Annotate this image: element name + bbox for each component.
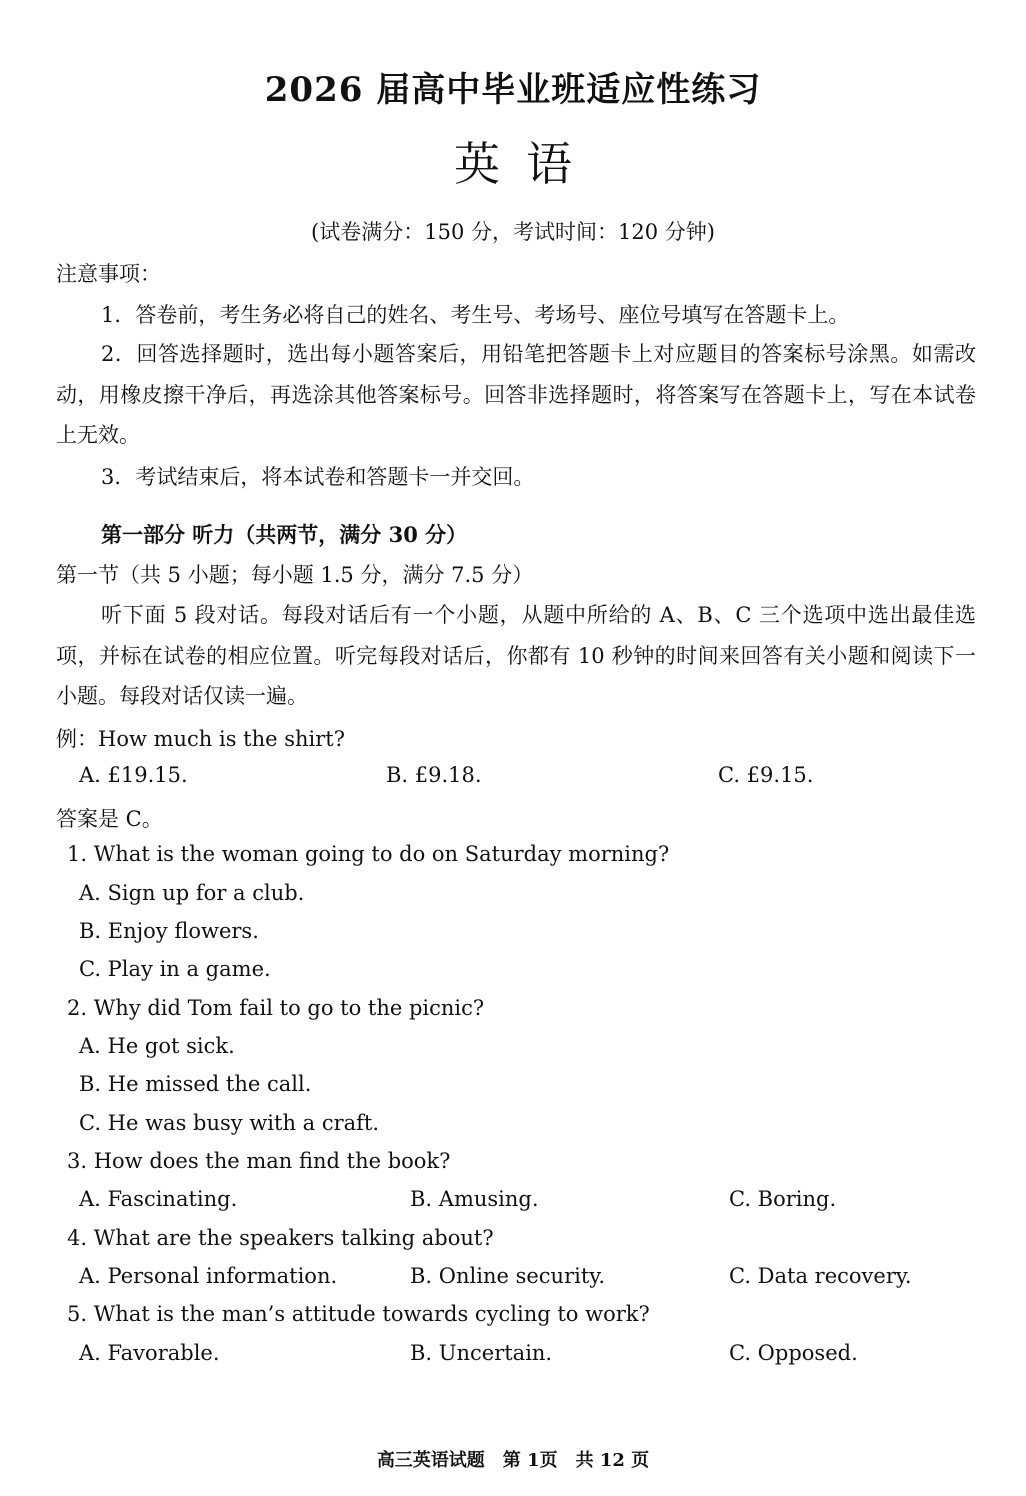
example-option-a: A. £19.15.	[79, 763, 188, 787]
question-3: 3. How does the man find the book?	[67, 1149, 451, 1173]
example-option-c: C. £9.15.	[718, 763, 814, 787]
question-3-option-a: A. Fascinating.	[79, 1187, 238, 1211]
question-1-option-c: C. Play in a game.	[79, 957, 271, 981]
section1-heading: 第一节（共 5 小题；每小题 1.5 分，满分 7.5 分）	[56, 563, 534, 587]
notice-item-1: 1．答卷前，考生务必将自己的姓名、考生号、考场号、座位号填写在答题卡上。	[101, 303, 850, 327]
listening-directions: 听下面 5 段对话。每段对话后有一个小题，从题中所给的 A、B、C 三个选项中选出最佳选项，并标在试卷的相应位置。听完每段对话后，你都有 10 秒钟的时间来回答有关小题和阅读下一小题。每段对话仅读一遍。	[56, 603, 976, 708]
notices-heading: 注意事项：	[56, 262, 161, 286]
question-2-option-b: B. He missed the call.	[79, 1072, 312, 1096]
question-4: 4. What are the speakers talking about?	[67, 1226, 494, 1250]
part1-heading: 第一部分 听力（共两节，满分 30 分）	[101, 522, 468, 547]
question-2-option-a: A. He got sick.	[79, 1034, 235, 1058]
question-5-option-b: B. Uncertain.	[410, 1341, 553, 1365]
notice-item-3: 3．考试结束后，将本试卷和答题卡一并交回。	[101, 465, 535, 489]
subject-title: 英语	[454, 137, 598, 191]
question-3-option-b: B. Amusing.	[410, 1187, 539, 1211]
page-footer: 高三英语试题 第 1页 共 12 页	[376, 1450, 650, 1471]
example-answer: 答案是 C。	[56, 807, 163, 831]
question-4-option-a: A. Personal information.	[79, 1264, 338, 1288]
question-1: 1. What is the woman going to do on Saturday morning?	[67, 842, 670, 866]
question-1-option-b: B. Enjoy flowers.	[79, 919, 259, 943]
exam-title: 2026 届高中毕业班适应性练习	[264, 70, 762, 110]
question-5-option-a: A. Favorable.	[79, 1341, 220, 1365]
notice-item-2: 2．回答选择题时，选出每小题答案后，用铅笔把答题卡上对应题目的答案标号涂黑。如需改动，用橡皮擦干净后，再选涂其他答案标号。回答非选择题时，将答案写在答题卡上，写在本试卷上无效。	[56, 342, 976, 447]
question-3-option-c: C. Boring.	[729, 1187, 837, 1211]
question-1-option-a: A. Sign up for a club.	[79, 881, 305, 905]
question-5-option-c: C. Opposed.	[729, 1341, 858, 1365]
example-question: 例：How much is the shirt?	[56, 727, 345, 751]
question-4-option-b: B. Online security.	[410, 1264, 606, 1288]
example-option-b: B. £9.18.	[386, 763, 482, 787]
question-2-option-c: C. He was busy with a craft.	[79, 1111, 380, 1135]
question-4-option-c: C. Data recovery.	[729, 1264, 912, 1288]
exam-info: (试卷满分：150 分，考试时间：120 分钟)	[311, 220, 715, 244]
question-2: 2. Why did Tom fail to go to the picnic?	[67, 996, 485, 1020]
question-5: 5. What is the man’s attitude towards cycling to work?	[67, 1302, 650, 1326]
